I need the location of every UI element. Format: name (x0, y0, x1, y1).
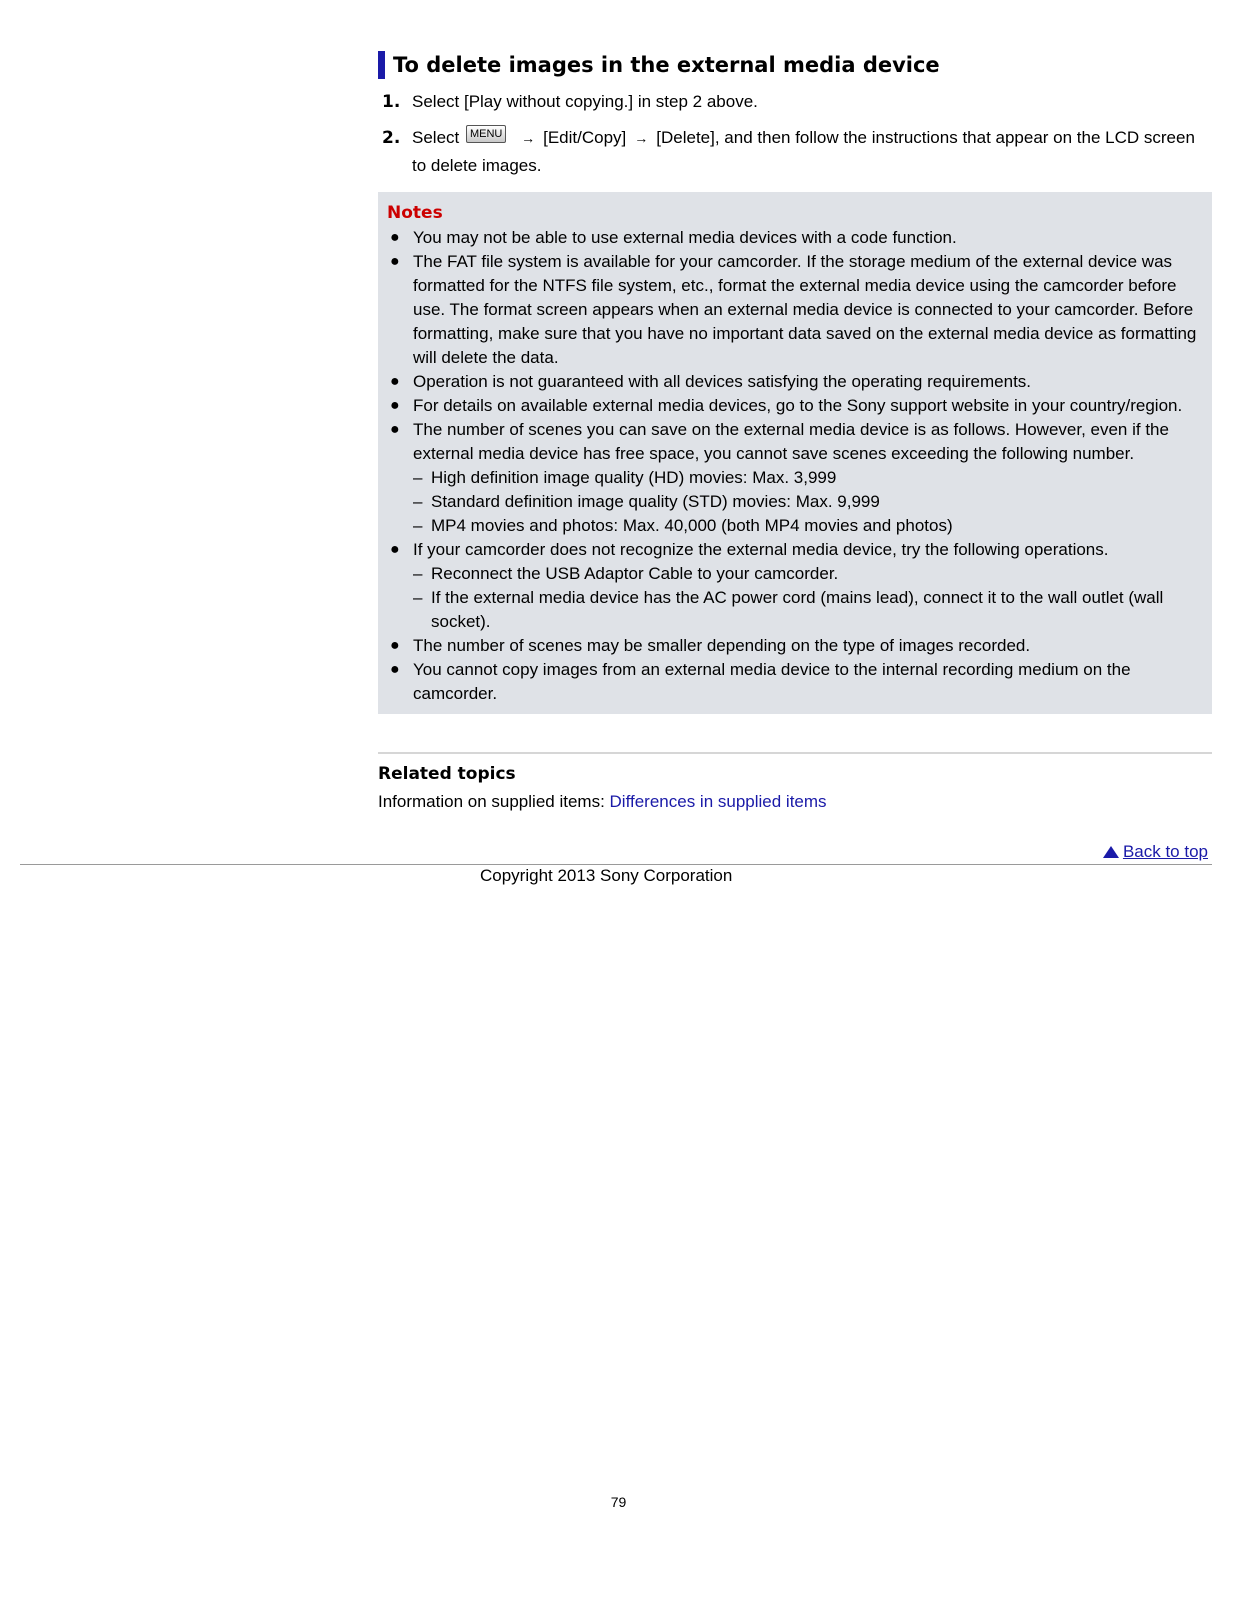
bullet-icon: ● (390, 661, 400, 678)
step-number: 1. (382, 92, 401, 112)
copyright-text: Copyright 2013 Sony Corporation (480, 866, 733, 885)
note-text: For details on available external media devices, go to the Sony support website in your country/region. (413, 396, 1183, 415)
note-sub-item (413, 586, 1206, 634)
differences-in-supplied-items-link[interactable]: Differences in supplied items (609, 792, 827, 811)
bullet-icon: ● (390, 397, 400, 414)
steps-list (378, 88, 1212, 180)
note-item (387, 538, 1206, 634)
bullet-icon: ● (390, 541, 400, 558)
note-item (387, 658, 1206, 706)
dash-icon: – (413, 468, 423, 487)
divider (378, 752, 1212, 754)
related-topic-prefix: Information on supplied items: (378, 792, 610, 811)
note-item (387, 634, 1206, 658)
step-menu-edit-copy: [Edit/Copy] (543, 128, 627, 147)
bullet-icon: ● (390, 421, 400, 438)
menu-button-icon: MENU (466, 125, 506, 143)
main-content (378, 50, 1212, 814)
dash-icon: – (413, 516, 423, 535)
note-text: You cannot copy images from an external media device to the internal recording medium on the camcorder. (413, 660, 1131, 703)
step-select-text: Select (412, 128, 460, 147)
notes-box (378, 192, 1212, 714)
note-sub-text: High definition image quality (HD) movies: Max. 3,999 (431, 468, 837, 487)
back-to-top-link[interactable] (1103, 842, 1208, 862)
bullet-icon: ● (390, 637, 400, 654)
related-topics-title: Related topics (378, 764, 516, 784)
note-content (413, 418, 1206, 538)
related-topic-line (378, 790, 1212, 814)
note-sub-item (413, 514, 1206, 538)
dash-icon: – (413, 588, 423, 607)
note-sub-text: Reconnect the USB Adaptor Cable to your camcorder. (431, 564, 839, 583)
step-item (378, 124, 1212, 180)
section-title: To delete images in the external media device (393, 53, 940, 77)
step-item (378, 88, 1212, 116)
heading-accent-bar (378, 51, 385, 79)
note-text: The number of scenes may be smaller depending on the type of images recorded. (413, 636, 1031, 655)
note-text: Operation is not guaranteed with all devices satisfying the operating requirements. (413, 372, 1032, 391)
note-text: If your camcorder does not recognize the external media device, try the following operations. (413, 540, 1109, 559)
note-content (413, 538, 1206, 634)
note-text: The FAT file system is available for your camcorder. If the storage medium of the external device was formatted for the NTFS file system, etc., format the external media device using the camcorder before use. The format screen appears when an external media device is connected to your camcorder. Before formatting, make sure that you have no important data saved on the external media device as formatting will delete the data. (413, 252, 1197, 367)
dash-icon: – (413, 492, 423, 511)
note-item (387, 370, 1206, 394)
note-sub-text: MP4 movies and photos: Max. 40,000 (both MP4 movies and photos) (431, 516, 953, 535)
note-text: You may not be able to use external media devices with a code function. (413, 228, 957, 247)
triangle-up-icon (1103, 846, 1119, 858)
section-heading (378, 50, 1212, 80)
notes-title: Notes (387, 203, 443, 223)
dash-icon: – (413, 564, 423, 583)
note-sub-text: Standard definition image quality (STD) movies: Max. 9,999 (431, 492, 880, 511)
back-to-top-row (20, 842, 1212, 865)
step-delete-text: [Delete], and then follow the instructions that appear on the LCD screen to delete images. (412, 128, 1195, 175)
note-sub-item (413, 466, 1206, 490)
note-sub-item (413, 562, 1206, 586)
note-sub-item (413, 490, 1206, 514)
step-text: Select [Play without copying.] in step 2 above. (412, 92, 758, 111)
bullet-icon: ● (390, 253, 400, 270)
note-item (387, 418, 1206, 538)
step-text (412, 124, 1212, 180)
step-number: 2. (382, 128, 401, 148)
note-text: The number of scenes you can save on the external media device is as follows. However, even if the external media device has free space, you cannot save scenes exceeding the following number. (413, 420, 1169, 463)
arrow-right-icon: → (521, 130, 536, 146)
bullet-icon: ● (390, 229, 400, 246)
bullet-icon: ● (390, 373, 400, 390)
note-sub-text: If the external media device has the AC power cord (mains lead), connect it to the wall outlet (wall socket). (431, 588, 1164, 631)
note-item (387, 226, 1206, 250)
back-to-top-label: Back to top (1122, 842, 1208, 861)
note-item (387, 250, 1206, 370)
page-number: 79 (610, 1494, 627, 1510)
note-item (387, 394, 1206, 418)
arrow-right-icon: → (634, 130, 649, 146)
